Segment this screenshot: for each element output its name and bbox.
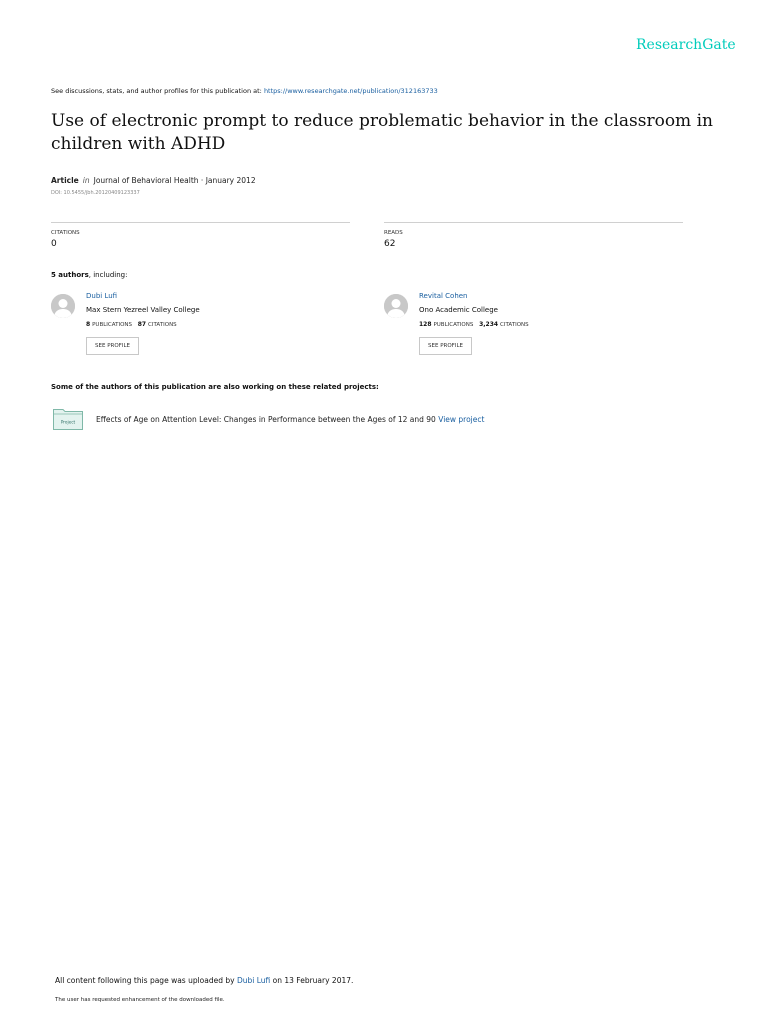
avatar[interactable] <box>51 294 75 318</box>
citations-label: CITATIONS <box>51 230 80 236</box>
author-citations-count: 3,234 <box>479 321 499 328</box>
enhancement-note: The user has requested enhancement of the downloaded file. <box>55 997 225 1003</box>
citations-value: 0 <box>51 239 57 249</box>
project-row <box>96 415 484 424</box>
project-folder-icon <box>53 408 83 430</box>
see-profile-button[interactable]: SEE PROFILE <box>86 337 139 355</box>
related-projects-heading: Some of the authors of this publication are also working on these related projects: <box>51 383 379 391</box>
article-title: Use of electronic prompt to reduce problematic behavior in the classroom in children with ADHD <box>51 111 713 154</box>
view-project-link[interactable]: View project <box>438 415 485 424</box>
authors-heading <box>51 271 127 279</box>
author-stats <box>86 321 177 328</box>
author-stats <box>419 321 529 328</box>
author-publications-count: 8 <box>86 321 91 328</box>
reads-label: READS <box>384 230 403 236</box>
see-profile-button[interactable]: SEE PROFILE <box>419 337 472 355</box>
article-meta <box>51 176 256 185</box>
discussion-line <box>51 87 438 95</box>
publication-url-link[interactable]: https://www.researchgate.net/publication/312163733 <box>263 87 438 95</box>
project-icon-label: Project <box>60 419 76 425</box>
reads-value: 62 <box>384 239 396 249</box>
authors-count: 5 authors <box>51 271 89 279</box>
article-in: in <box>82 176 90 185</box>
uploader-link[interactable]: Dubi Lufi <box>236 976 271 985</box>
user-silhouette-icon <box>384 294 408 318</box>
citations-divider <box>51 222 350 223</box>
researchgate-logo[interactable]: ResearchGate <box>636 37 736 53</box>
authors-suffix: , including: <box>88 271 128 279</box>
author-publications-label: PUBLICATIONS <box>92 322 133 328</box>
article-journal: Journal of Behavioral Health · January 2012 <box>93 176 256 185</box>
upload-prefix: All content following this page was uploaded by <box>55 976 235 985</box>
project-title: Effects of Age on Attention Level: Changes in Performance between the Ages of 12 and 90 <box>96 415 436 424</box>
discussion-prefix: See discussions, stats, and author profiles for this publication at: <box>51 87 262 95</box>
user-silhouette-icon <box>51 294 75 318</box>
author-affiliation: Max Stern Yezreel Valley College <box>86 306 200 314</box>
author-publications-count: 128 <box>419 321 432 328</box>
upload-notice <box>55 976 353 985</box>
author-citations-label: CITATIONS <box>500 322 529 328</box>
author-citations-label: CITATIONS <box>148 322 177 328</box>
article-type: Article <box>51 176 79 185</box>
author-affiliation: Ono Academic College <box>419 306 498 314</box>
reads-divider <box>384 222 683 223</box>
author-name-link[interactable]: Dubi Lufi <box>86 292 118 300</box>
article-doi: DOI: 10.5455/jbh.20120409123337 <box>51 190 140 196</box>
author-citations-count: 87 <box>137 321 147 328</box>
avatar[interactable] <box>384 294 408 318</box>
author-name-link[interactable]: Revital Cohen <box>419 292 468 300</box>
upload-suffix: on 13 February 2017. <box>272 976 354 985</box>
author-publications-label: PUBLICATIONS <box>433 322 474 328</box>
